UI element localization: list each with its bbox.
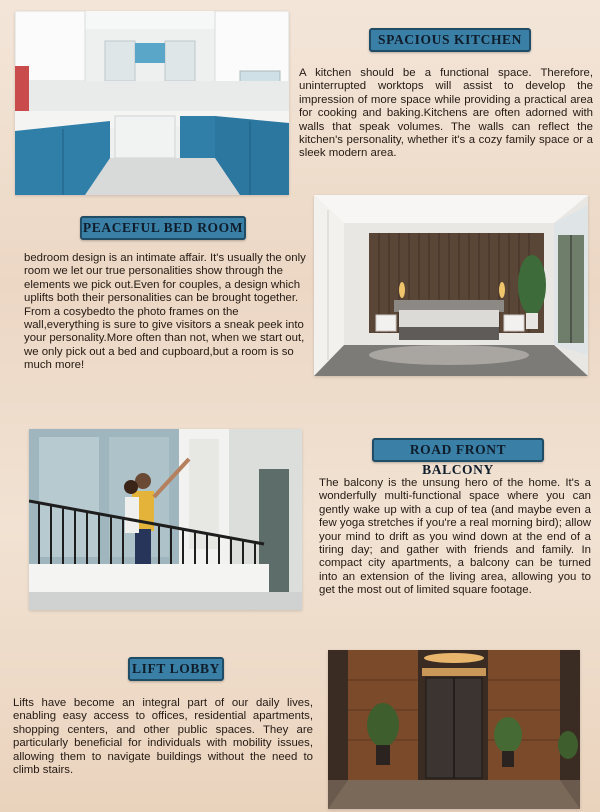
balcony-description: The balcony is the unsung hero of the home. It's a wonderfully multi-functional space where you can gently wake up with a cup of tea (and maybe even a few yoga stretches if you're a real morning bird); allow your mind to drift as you wind down at the end of a tiring day; and gather with friends and family. In compact city apartments, a balcony can be turned into an extension of the living area, allowing you to get the most out of limited square footage. [319,477,591,597]
balcony-photo [29,429,302,610]
kitchen-photo [15,11,289,195]
balcony-title-badge: ROAD FRONT BALCONY [372,438,544,462]
bedroom-description: bedroom design is an intimate affair. It's usually the only room we let our true personalities show through the elements we pick out.Even for couples, a design which uplifts both their personalities can be brought together. From a cosybedto the photo frames on the wall,everything is sure to give visitors a sneak peek into your personality.More often than not, when we start out, we only pick out a bed and cupboard,but a room is so much more! [24,252,306,372]
kitchen-description: A kitchen should be a functional space. Therefore, uninterrupted worktops will assist to develop the impression of more space while providing a practical area for cooking and baking.Kitchens are often adorned with walls that speak volumes. The walls can reflect the kitchen's personality, whether it's a cozy family space or a sleek modern area. [299,67,593,160]
bedroom-photo [314,195,588,376]
lift-lobby-photo [328,650,580,809]
kitchen-title-badge: SPACIOUS KITCHEN [369,28,531,52]
lift-description: Lifts have become an integral part of our daily lives, enabling easy access to offices, residential apartments, shopping centers, and other public spaces. They are particularly beneficial for individuals with mobility issues, allowing them to navigate buildings without the need to climb stairs. [13,697,313,777]
bedroom-title-badge: PEACEFUL BED ROOM [80,216,246,240]
lift-title-badge: LIFT LOBBY [128,657,224,681]
